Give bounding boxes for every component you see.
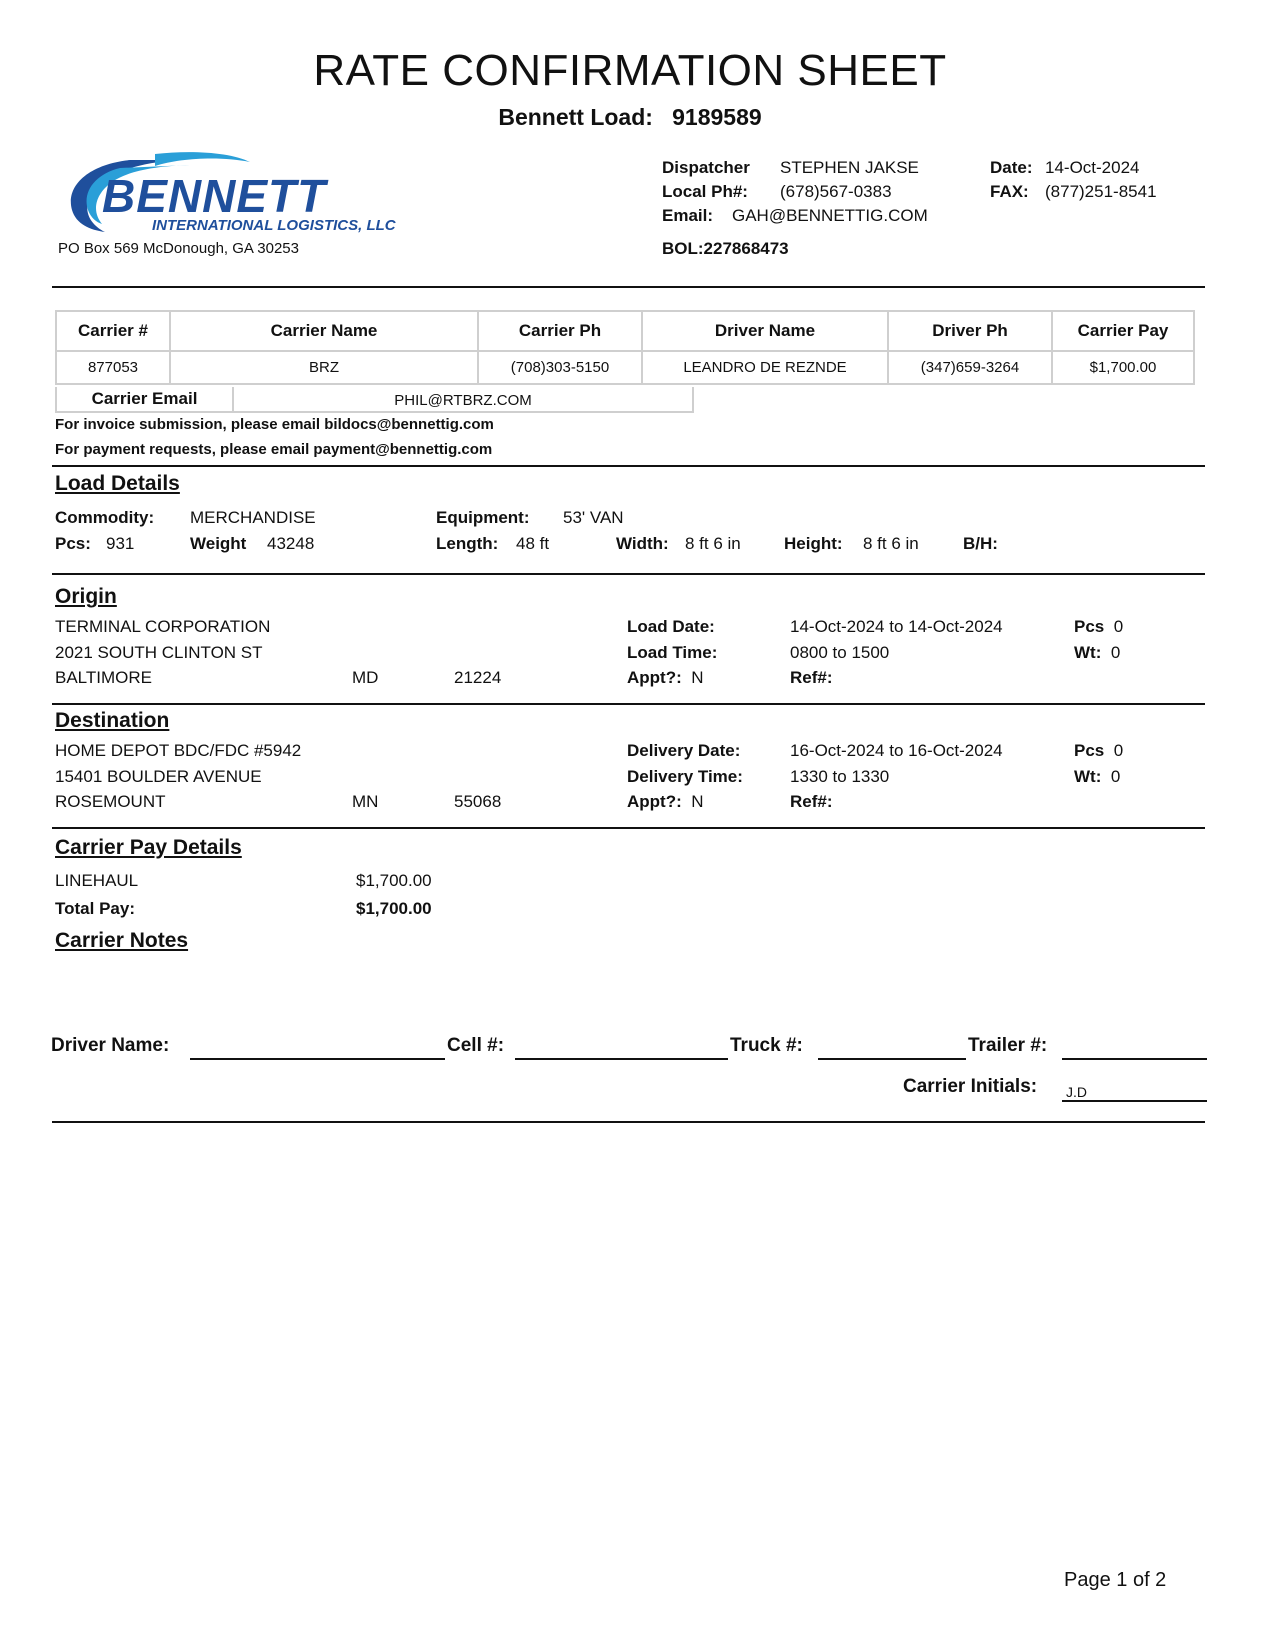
height-value: 8 ft 6 in — [863, 534, 919, 553]
carrier-table-header — [56, 311, 1194, 351]
pcs-value: 931 — [106, 534, 135, 553]
destination-appt-value: N — [691, 792, 704, 811]
bol-line — [662, 239, 789, 259]
carrier-name-cell: BRZ — [170, 351, 478, 384]
col-carrier-number: Carrier # — [56, 311, 170, 351]
origin-zip: 21224 — [454, 668, 502, 687]
local-ph-label: Local Ph#: — [662, 182, 748, 201]
destination-divider — [52, 827, 1205, 829]
bh-label: B/H: — [963, 534, 998, 553]
header-divider — [52, 286, 1205, 288]
width-label: Width: — [616, 534, 669, 553]
origin-name: TERMINAL CORPORATION — [55, 617, 271, 636]
destination-wt-label: Wt: — [1074, 767, 1102, 786]
fax-label: FAX: — [990, 182, 1029, 201]
email-value: GAH@BENNETTIG.COM — [732, 206, 928, 225]
bol-value: 227868473 — [703, 239, 789, 258]
destination-city: ROSEMOUNT — [55, 792, 166, 811]
origin-wt-label: Wt: — [1074, 643, 1102, 662]
truck-line[interactable] — [818, 1058, 966, 1060]
pcs-label: Pcs: — [55, 534, 91, 553]
load-date-value: 14-Oct-2024 to 14-Oct-2024 — [790, 617, 1003, 636]
length-label: Length: — [436, 534, 499, 553]
company-logo — [60, 150, 455, 245]
carrier-email-label: Carrier Email — [57, 387, 234, 411]
trailer-label: Trailer #: — [968, 1035, 1048, 1056]
carrier-initials-label: Carrier Initials: — [903, 1076, 1038, 1097]
width-value: 8 ft 6 in — [685, 534, 741, 553]
load-number-line — [0, 104, 1260, 131]
linehaul-label: LINEHAUL — [55, 871, 139, 890]
destination-street: 15401 BOULDER AVENUE — [55, 767, 262, 786]
driver-name-cell: LEANDRO DE REZNDE — [642, 351, 888, 384]
pay-details-heading: Carrier Pay Details — [55, 836, 242, 859]
carrier-table — [55, 310, 1195, 385]
origin-pcs — [1074, 617, 1123, 637]
origin-city: BALTIMORE — [55, 668, 152, 687]
carrier-notes-heading: Carrier Notes — [55, 929, 189, 952]
origin-pcs-label: Pcs — [1074, 617, 1105, 636]
trailer-line[interactable] — [1062, 1058, 1207, 1060]
destination-wt-value: 0 — [1110, 767, 1121, 786]
carrier-ph-cell: (708)303-5150 — [478, 351, 642, 384]
driver-name-line[interactable] — [190, 1058, 445, 1060]
linehaul-value: $1,700.00 — [356, 871, 432, 890]
destination-name: HOME DEPOT BDC/FDC #5942 — [55, 741, 302, 760]
page-title: RATE CONFIRMATION SHEET — [313, 46, 947, 95]
company-address: PO Box 569 McDonough, GA 30253 — [58, 240, 299, 257]
destination-pcs-label: Pcs — [1074, 741, 1105, 760]
notice-divider — [52, 465, 1205, 467]
origin-appt — [627, 668, 704, 688]
destination-pcs-value: 0 — [1113, 741, 1124, 760]
weight-label: Weight — [190, 534, 247, 553]
dispatcher-label: Dispatcher — [662, 158, 750, 177]
driver-name-label: Driver Name: — [51, 1035, 170, 1056]
col-driver-ph: Driver Ph — [888, 311, 1052, 351]
load-number: 9189589 — [672, 104, 762, 130]
load-label: Bennett Load: — [498, 104, 653, 130]
carrier-pay-cell: $1,700.00 — [1052, 351, 1194, 384]
origin-appt-value: N — [691, 668, 704, 687]
load-date-label: Load Date: — [627, 617, 715, 636]
destination-state: MN — [352, 792, 379, 811]
origin-heading: Origin — [55, 585, 117, 608]
delivery-time-label: Delivery Time: — [627, 767, 743, 786]
cell-line[interactable] — [515, 1058, 728, 1060]
logo-subtitle: INTERNATIONAL LOGISTICS, LLC — [152, 217, 396, 234]
col-carrier-pay: Carrier Pay — [1052, 311, 1194, 351]
equipment-label: Equipment: — [436, 508, 530, 527]
date-value: 14-Oct-2024 — [1045, 158, 1140, 177]
carrier-email-value: PHIL@RTBRZ.COM — [394, 392, 532, 409]
destination-pcs — [1074, 741, 1123, 761]
origin-street: 2021 SOUTH CLINTON ST — [55, 643, 263, 662]
commodity-value: MERCHANDISE — [190, 508, 316, 527]
load-time-value: 0800 to 1500 — [790, 643, 890, 662]
logo-wordmark: BENNETT — [102, 170, 327, 222]
length-value: 48 ft — [516, 534, 550, 553]
equipment-value: 53' VAN — [563, 508, 624, 527]
delivery-date-value: 16-Oct-2024 to 16-Oct-2024 — [790, 741, 1003, 760]
destination-appt — [627, 792, 704, 812]
table-row — [56, 351, 1194, 384]
delivery-time-value: 1330 to 1330 — [790, 767, 890, 786]
height-label: Height: — [784, 534, 843, 553]
fax-value: (877)251-8541 — [1045, 182, 1157, 201]
col-carrier-ph: Carrier Ph — [478, 311, 642, 351]
signoff-divider — [52, 1121, 1205, 1123]
bennett-logo-mark — [60, 150, 455, 245]
load-details-heading: Load Details — [55, 472, 180, 495]
cell-label: Cell #: — [447, 1035, 505, 1056]
col-carrier-name: Carrier Name — [170, 311, 478, 351]
delivery-date-label: Delivery Date: — [627, 741, 741, 760]
truck-label: Truck #: — [730, 1035, 803, 1056]
carrier-initials-line[interactable] — [1062, 1100, 1207, 1102]
payment-notice: For payment requests, please email payment@bennettig.com — [55, 441, 493, 458]
dispatcher-value: STEPHEN JAKSE — [780, 158, 919, 177]
origin-appt-label: Appt?: — [627, 668, 682, 687]
bol-label: BOL: — [662, 239, 704, 258]
driver-ph-cell: (347)659-3264 — [888, 351, 1052, 384]
destination-wt — [1074, 767, 1120, 787]
destination-zip: 55068 — [454, 792, 502, 811]
total-pay-label: Total Pay: — [55, 899, 135, 918]
origin-wt — [1074, 643, 1120, 663]
destination-ref-label: Ref#: — [790, 792, 833, 811]
origin-ref-label: Ref#: — [790, 668, 833, 687]
load-time-label: Load Time: — [627, 643, 718, 662]
destination-appt-label: Appt?: — [627, 792, 682, 811]
page-number: Page 1 of 2 — [1064, 1569, 1167, 1591]
origin-state: MD — [352, 668, 379, 687]
email-label: Email: — [662, 206, 714, 225]
carrier-initials-value: J.D — [1066, 1084, 1087, 1100]
origin-wt-value: 0 — [1110, 643, 1121, 662]
invoice-notice: For invoice submission, please email bildocs@bennettig.com — [55, 416, 494, 433]
date-label: Date: — [990, 158, 1033, 177]
origin-divider — [52, 703, 1205, 705]
load-details-divider — [52, 573, 1205, 575]
commodity-label: Commodity: — [55, 508, 155, 527]
col-driver-name: Driver Name — [642, 311, 888, 351]
destination-heading: Destination — [55, 709, 170, 732]
weight-value: 43248 — [267, 534, 315, 553]
total-pay-value: $1,700.00 — [356, 899, 432, 918]
carrier-email-box — [55, 387, 694, 413]
carrier-number-cell: 877053 — [56, 351, 170, 384]
local-ph-value: (678)567-0383 — [780, 182, 892, 201]
origin-pcs-value: 0 — [1113, 617, 1124, 636]
